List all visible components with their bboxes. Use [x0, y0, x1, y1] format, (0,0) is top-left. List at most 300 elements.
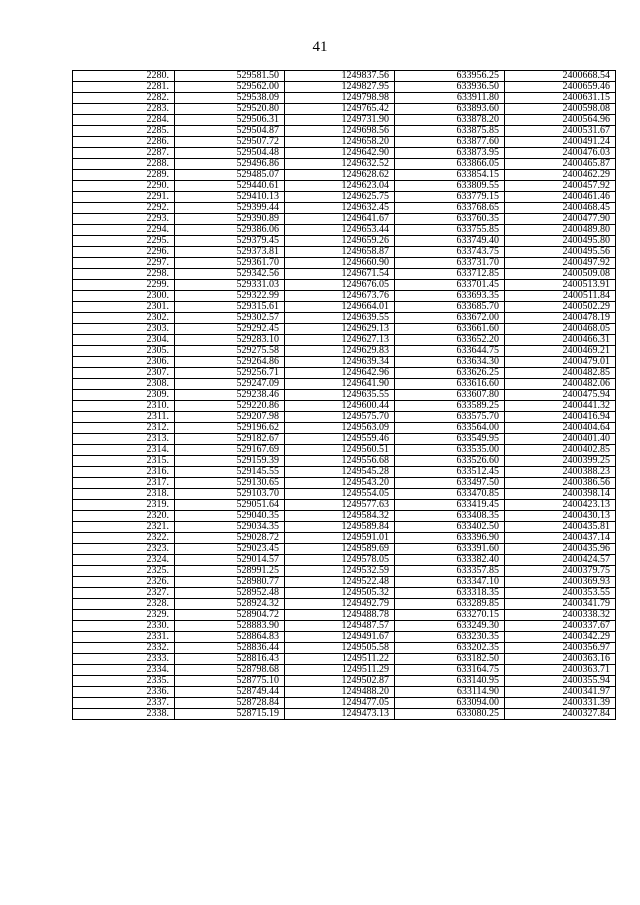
y1-cell: 1249578.05 [285, 555, 395, 566]
y2-cell: 2400435.81 [505, 522, 616, 533]
table-row [73, 346, 616, 357]
x2-cell: 633497.50 [395, 478, 505, 489]
table-row [73, 247, 616, 258]
y1-cell: 1249559.46 [285, 434, 395, 445]
y1-cell: 1249627.13 [285, 335, 395, 346]
y2-cell: 2400457.92 [505, 181, 616, 192]
x2-cell: 633318.35 [395, 588, 505, 599]
y1-cell: 1249543.20 [285, 478, 395, 489]
y1-cell: 1249488.78 [285, 610, 395, 621]
y1-cell: 1249698.56 [285, 126, 395, 137]
x2-cell: 633289.85 [395, 599, 505, 610]
point-number-cell: 2332. [73, 643, 175, 654]
y1-cell: 1249629.83 [285, 346, 395, 357]
point-number-cell: 2317. [73, 478, 175, 489]
x1-cell: 528749.44 [175, 687, 285, 698]
point-number-cell: 2319. [73, 500, 175, 511]
x2-cell: 633512.45 [395, 467, 505, 478]
point-number-cell: 2288. [73, 159, 175, 170]
y2-cell: 2400564.96 [505, 115, 616, 126]
table-row [73, 500, 616, 511]
y1-cell: 1249664.01 [285, 302, 395, 313]
y1-cell: 1249639.34 [285, 357, 395, 368]
point-number-cell: 2285. [73, 126, 175, 137]
point-number-cell: 2318. [73, 489, 175, 500]
y2-cell: 2400423.13 [505, 500, 616, 511]
x2-cell: 633626.25 [395, 368, 505, 379]
table-row [73, 192, 616, 203]
y2-cell: 2400513.91 [505, 280, 616, 291]
table-row [73, 225, 616, 236]
table-row [73, 159, 616, 170]
x2-cell: 633809.55 [395, 181, 505, 192]
x2-cell: 633760.35 [395, 214, 505, 225]
y1-cell: 1249591.01 [285, 533, 395, 544]
x2-cell: 633936.50 [395, 82, 505, 93]
table-row [73, 335, 616, 346]
point-number-cell: 2314. [73, 445, 175, 456]
y2-cell: 2400489.80 [505, 225, 616, 236]
x1-cell: 529051.64 [175, 500, 285, 511]
x1-cell: 529196.62 [175, 423, 285, 434]
table-row [73, 610, 616, 621]
x1-cell: 529023.45 [175, 544, 285, 555]
point-number-cell: 2307. [73, 368, 175, 379]
y1-cell: 1249658.20 [285, 137, 395, 148]
x1-cell: 529379.45 [175, 236, 285, 247]
y1-cell: 1249575.70 [285, 412, 395, 423]
table-row [73, 236, 616, 247]
y1-cell: 1249623.04 [285, 181, 395, 192]
x1-cell: 529386.06 [175, 225, 285, 236]
x1-cell: 529390.89 [175, 214, 285, 225]
x1-cell: 528864.83 [175, 632, 285, 643]
table-row [73, 126, 616, 137]
point-number-cell: 2326. [73, 577, 175, 588]
table-row [73, 104, 616, 115]
table-row [73, 137, 616, 148]
y2-cell: 2400441.32 [505, 401, 616, 412]
point-number-cell: 2321. [73, 522, 175, 533]
y1-cell: 1249659.26 [285, 236, 395, 247]
x1-cell: 529130.65 [175, 478, 285, 489]
y1-cell: 1249731.90 [285, 115, 395, 126]
y2-cell: 2400402.85 [505, 445, 616, 456]
table-row [73, 412, 616, 423]
x2-cell: 633114.90 [395, 687, 505, 698]
y1-cell: 1249642.90 [285, 148, 395, 159]
y2-cell: 2400424.57 [505, 555, 616, 566]
y2-cell: 2400404.64 [505, 423, 616, 434]
x2-cell: 633685.70 [395, 302, 505, 313]
x2-cell: 633693.35 [395, 291, 505, 302]
y1-cell: 1249492.79 [285, 599, 395, 610]
x2-cell: 633634.30 [395, 357, 505, 368]
y1-cell: 1249560.51 [285, 445, 395, 456]
table-row [73, 544, 616, 555]
y1-cell: 1249522.48 [285, 577, 395, 588]
x1-cell: 529275.58 [175, 346, 285, 357]
point-number-cell: 2298. [73, 269, 175, 280]
x1-cell: 529040.35 [175, 511, 285, 522]
x2-cell: 633396.90 [395, 533, 505, 544]
y1-cell: 1249556.68 [285, 456, 395, 467]
table-row [73, 698, 616, 709]
point-number-cell: 2331. [73, 632, 175, 643]
table-row [73, 258, 616, 269]
y2-cell: 2400435.96 [505, 544, 616, 555]
y2-cell: 2400363.71 [505, 665, 616, 676]
point-number-cell: 2312. [73, 423, 175, 434]
x1-cell: 529399.44 [175, 203, 285, 214]
y2-cell: 2400531.67 [505, 126, 616, 137]
point-number-cell: 2322. [73, 533, 175, 544]
point-number-cell: 2325. [73, 566, 175, 577]
y2-cell: 2400469.21 [505, 346, 616, 357]
y1-cell: 1249671.54 [285, 269, 395, 280]
table-row [73, 115, 616, 126]
point-number-cell: 2303. [73, 324, 175, 335]
table-row [73, 478, 616, 489]
x2-cell: 633873.95 [395, 148, 505, 159]
point-number-cell: 2286. [73, 137, 175, 148]
x1-cell: 528798.68 [175, 665, 285, 676]
x1-cell: 529322.99 [175, 291, 285, 302]
table-row [73, 401, 616, 412]
table-row [73, 599, 616, 610]
y2-cell: 2400398.14 [505, 489, 616, 500]
point-number-cell: 2282. [73, 93, 175, 104]
x1-cell: 529496.86 [175, 159, 285, 170]
table-row [73, 313, 616, 324]
point-number-cell: 2296. [73, 247, 175, 258]
y1-cell: 1249600.44 [285, 401, 395, 412]
x1-cell: 529182.67 [175, 434, 285, 445]
y2-cell: 2400509.08 [505, 269, 616, 280]
y2-cell: 2400379.75 [505, 566, 616, 577]
x1-cell: 529581.50 [175, 71, 285, 82]
table-row [73, 324, 616, 335]
x1-cell: 529264.86 [175, 357, 285, 368]
x2-cell: 633357.85 [395, 566, 505, 577]
x2-cell: 633249.30 [395, 621, 505, 632]
x2-cell: 633589.25 [395, 401, 505, 412]
x2-cell: 633182.50 [395, 654, 505, 665]
y1-cell: 1249563.09 [285, 423, 395, 434]
table-row [73, 379, 616, 390]
x2-cell: 633080.25 [395, 709, 505, 720]
table-row [73, 665, 616, 676]
y2-cell: 2400437.14 [505, 533, 616, 544]
y1-cell: 1249577.63 [285, 500, 395, 511]
y1-cell: 1249641.90 [285, 379, 395, 390]
point-number-cell: 2284. [73, 115, 175, 126]
y2-cell: 2400327.84 [505, 709, 616, 720]
point-number-cell: 2308. [73, 379, 175, 390]
point-number-cell: 2305. [73, 346, 175, 357]
x2-cell: 633877.60 [395, 137, 505, 148]
table-row [73, 82, 616, 93]
x2-cell: 633164.75 [395, 665, 505, 676]
x1-cell: 529283.10 [175, 335, 285, 346]
table-row [73, 511, 616, 522]
x2-cell: 633140.95 [395, 676, 505, 687]
point-number-cell: 2335. [73, 676, 175, 687]
x2-cell: 633535.00 [395, 445, 505, 456]
table-row [73, 566, 616, 577]
x1-cell: 528952.48 [175, 588, 285, 599]
x2-cell: 633652.20 [395, 335, 505, 346]
y2-cell: 2400337.67 [505, 621, 616, 632]
point-number-cell: 2328. [73, 599, 175, 610]
point-number-cell: 2309. [73, 390, 175, 401]
point-number-cell: 2334. [73, 665, 175, 676]
table-row [73, 269, 616, 280]
point-number-cell: 2311. [73, 412, 175, 423]
y1-cell: 1249639.55 [285, 313, 395, 324]
y2-cell: 2400401.40 [505, 434, 616, 445]
x1-cell: 528980.77 [175, 577, 285, 588]
y2-cell: 2400482.06 [505, 379, 616, 390]
x2-cell: 633755.85 [395, 225, 505, 236]
table-row [73, 654, 616, 665]
y1-cell: 1249488.20 [285, 687, 395, 698]
point-number-cell: 2330. [73, 621, 175, 632]
table-row [73, 588, 616, 599]
x2-cell: 633549.95 [395, 434, 505, 445]
x2-cell: 633866.05 [395, 159, 505, 170]
y1-cell: 1249589.84 [285, 522, 395, 533]
y1-cell: 1249653.44 [285, 225, 395, 236]
x2-cell: 633712.85 [395, 269, 505, 280]
y2-cell: 2400468.45 [505, 203, 616, 214]
y1-cell: 1249676.05 [285, 280, 395, 291]
x2-cell: 633230.35 [395, 632, 505, 643]
x2-cell: 633270.15 [395, 610, 505, 621]
table-row [73, 423, 616, 434]
x2-cell: 633575.70 [395, 412, 505, 423]
y1-cell: 1249628.62 [285, 170, 395, 181]
table-row [73, 434, 616, 445]
y1-cell: 1249502.87 [285, 676, 395, 687]
x1-cell: 529538.09 [175, 93, 285, 104]
x1-cell: 528775.10 [175, 676, 285, 687]
table-row [73, 445, 616, 456]
x1-cell: 529507.72 [175, 137, 285, 148]
x2-cell: 633701.45 [395, 280, 505, 291]
point-number-cell: 2287. [73, 148, 175, 159]
point-number-cell: 2310. [73, 401, 175, 412]
table-row [73, 93, 616, 104]
point-number-cell: 2320. [73, 511, 175, 522]
coordinates-table-body [73, 71, 616, 720]
x2-cell: 633779.15 [395, 192, 505, 203]
x2-cell: 633094.00 [395, 698, 505, 709]
point-number-cell: 2304. [73, 335, 175, 346]
y2-cell: 2400511.84 [505, 291, 616, 302]
x1-cell: 529220.86 [175, 401, 285, 412]
table-row [73, 467, 616, 478]
table-row [73, 357, 616, 368]
y2-cell: 2400668.54 [505, 71, 616, 82]
point-number-cell: 2315. [73, 456, 175, 467]
y2-cell: 2400388.23 [505, 467, 616, 478]
x2-cell: 633854.15 [395, 170, 505, 181]
y2-cell: 2400495.80 [505, 236, 616, 247]
x1-cell: 529485.07 [175, 170, 285, 181]
table-row [73, 632, 616, 643]
table-row [73, 555, 616, 566]
x1-cell: 529562.00 [175, 82, 285, 93]
y2-cell: 2400502.29 [505, 302, 616, 313]
point-number-cell: 2283. [73, 104, 175, 115]
y1-cell: 1249641.67 [285, 214, 395, 225]
x2-cell: 633419.45 [395, 500, 505, 511]
x2-cell: 633382.40 [395, 555, 505, 566]
table-row [73, 170, 616, 181]
point-number-cell: 2336. [73, 687, 175, 698]
table-row [73, 71, 616, 82]
point-number-cell: 2291. [73, 192, 175, 203]
y2-cell: 2400338.32 [505, 610, 616, 621]
x2-cell: 633644.75 [395, 346, 505, 357]
y2-cell: 2400476.03 [505, 148, 616, 159]
table-row [73, 203, 616, 214]
y2-cell: 2400468.05 [505, 324, 616, 335]
y2-cell: 2400399.25 [505, 456, 616, 467]
y2-cell: 2400341.79 [505, 599, 616, 610]
x1-cell: 529361.70 [175, 258, 285, 269]
x1-cell: 529410.13 [175, 192, 285, 203]
table-row [73, 368, 616, 379]
x1-cell: 529504.48 [175, 148, 285, 159]
x1-cell: 528728.84 [175, 698, 285, 709]
y1-cell: 1249625.75 [285, 192, 395, 203]
table-row [73, 577, 616, 588]
point-number-cell: 2292. [73, 203, 175, 214]
point-number-cell: 2294. [73, 225, 175, 236]
x1-cell: 528836.44 [175, 643, 285, 654]
x1-cell: 529167.69 [175, 445, 285, 456]
x1-cell: 529238.46 [175, 390, 285, 401]
y1-cell: 1249658.87 [285, 247, 395, 258]
x2-cell: 633391.60 [395, 544, 505, 555]
x1-cell: 529028.72 [175, 533, 285, 544]
y1-cell: 1249511.29 [285, 665, 395, 676]
y1-cell: 1249505.32 [285, 588, 395, 599]
x2-cell: 633893.60 [395, 104, 505, 115]
y1-cell: 1249673.76 [285, 291, 395, 302]
x1-cell: 529103.70 [175, 489, 285, 500]
table-row [73, 676, 616, 687]
y1-cell: 1249632.45 [285, 203, 395, 214]
y1-cell: 1249473.13 [285, 709, 395, 720]
x1-cell: 529034.35 [175, 522, 285, 533]
table-row [73, 390, 616, 401]
y1-cell: 1249827.95 [285, 82, 395, 93]
point-number-cell: 2289. [73, 170, 175, 181]
point-number-cell: 2290. [73, 181, 175, 192]
x2-cell: 633402.50 [395, 522, 505, 533]
x1-cell: 528883.90 [175, 621, 285, 632]
table-row [73, 280, 616, 291]
y1-cell: 1249635.55 [285, 390, 395, 401]
point-number-cell: 2338. [73, 709, 175, 720]
y2-cell: 2400363.16 [505, 654, 616, 665]
x1-cell: 529247.09 [175, 379, 285, 390]
point-number-cell: 2323. [73, 544, 175, 555]
y1-cell: 1249477.05 [285, 698, 395, 709]
point-number-cell: 2301. [73, 302, 175, 313]
x1-cell: 529145.55 [175, 467, 285, 478]
x1-cell: 528816.43 [175, 654, 285, 665]
x1-cell: 529159.39 [175, 456, 285, 467]
x1-cell: 529520.80 [175, 104, 285, 115]
y2-cell: 2400342.29 [505, 632, 616, 643]
y1-cell: 1249584.32 [285, 511, 395, 522]
x2-cell: 633911.80 [395, 93, 505, 104]
x1-cell: 528991.25 [175, 566, 285, 577]
y1-cell: 1249837.56 [285, 71, 395, 82]
x1-cell: 529256.71 [175, 368, 285, 379]
y2-cell: 2400331.39 [505, 698, 616, 709]
x1-cell: 529504.87 [175, 126, 285, 137]
y2-cell: 2400466.31 [505, 335, 616, 346]
y1-cell: 1249798.98 [285, 93, 395, 104]
point-number-cell: 2280. [73, 71, 175, 82]
y2-cell: 2400461.46 [505, 192, 616, 203]
x2-cell: 633408.35 [395, 511, 505, 522]
x1-cell: 529292.45 [175, 324, 285, 335]
x2-cell: 633564.00 [395, 423, 505, 434]
y2-cell: 2400477.90 [505, 214, 616, 225]
y1-cell: 1249554.05 [285, 489, 395, 500]
y1-cell: 1249545.28 [285, 467, 395, 478]
point-number-cell: 2313. [73, 434, 175, 445]
x1-cell: 528904.72 [175, 610, 285, 621]
x2-cell: 633616.60 [395, 379, 505, 390]
x2-cell: 633607.80 [395, 390, 505, 401]
x2-cell: 633743.75 [395, 247, 505, 258]
y2-cell: 2400482.85 [505, 368, 616, 379]
y2-cell: 2400659.46 [505, 82, 616, 93]
x2-cell: 633956.25 [395, 71, 505, 82]
y1-cell: 1249660.90 [285, 258, 395, 269]
y1-cell: 1249589.69 [285, 544, 395, 555]
point-number-cell: 2299. [73, 280, 175, 291]
x1-cell: 529014.57 [175, 555, 285, 566]
x2-cell: 633875.85 [395, 126, 505, 137]
x1-cell: 529440.61 [175, 181, 285, 192]
x1-cell: 529207.98 [175, 412, 285, 423]
x2-cell: 633672.00 [395, 313, 505, 324]
x1-cell: 528924.32 [175, 599, 285, 610]
y2-cell: 2400465.87 [505, 159, 616, 170]
x2-cell: 633731.70 [395, 258, 505, 269]
x2-cell: 633768.65 [395, 203, 505, 214]
x1-cell: 529342.56 [175, 269, 285, 280]
table-row [73, 489, 616, 500]
table-row [73, 181, 616, 192]
point-number-cell: 2333. [73, 654, 175, 665]
x2-cell: 633526.60 [395, 456, 505, 467]
table-row [73, 687, 616, 698]
x2-cell: 633470.85 [395, 489, 505, 500]
point-number-cell: 2329. [73, 610, 175, 621]
table-row [73, 148, 616, 159]
y1-cell: 1249505.58 [285, 643, 395, 654]
x2-cell: 633749.40 [395, 236, 505, 247]
